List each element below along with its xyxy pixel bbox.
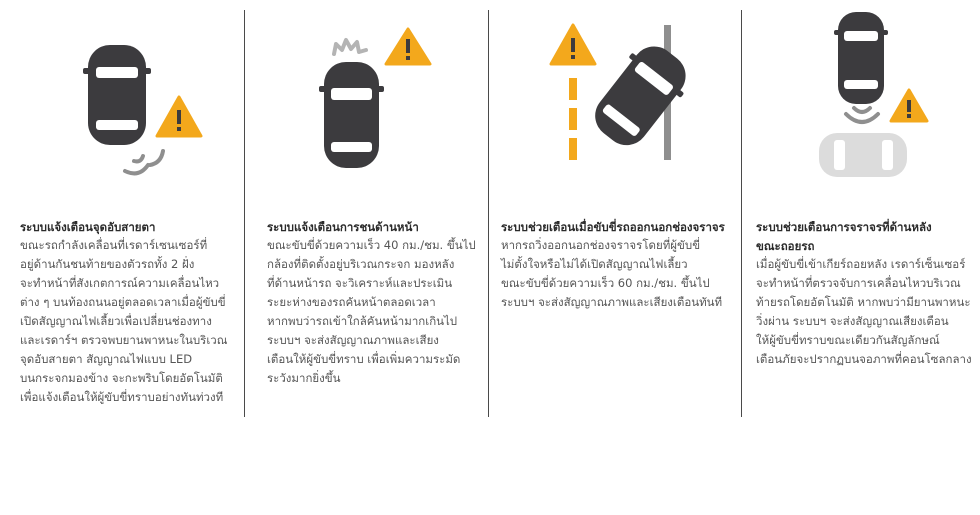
- feature-forward-collision: [245, 0, 488, 515]
- feature-lane-departure: [489, 0, 741, 515]
- car-icon: [83, 45, 151, 145]
- sensor-wave-icon: [846, 108, 878, 122]
- warning-icon: [386, 29, 430, 64]
- feature-rear-cross-traffic: [742, 0, 980, 515]
- lane-line-icon: [569, 78, 577, 160]
- crash-icon: [334, 40, 366, 54]
- car-icon: [319, 62, 384, 168]
- car-icon: [834, 12, 888, 104]
- feature-description: เมื่อผู้ขับขี่เข้าเกียร์ถอยหลัง เรดาร์เซ็นเซอร์ จะทำหน้าที่ตรวจจับการเคลื่อนไหวบริเวณ ท้ายรถโดยอัตโนมัติ หากพบว่ามียานพาหนะ วิ่งผ่าน ระบบฯ จะส่งสัญญาณเสียงเตือน ให้ผู้ขับขี่ทราบขณะเดียวกันสัญลักษณ์ เตือนภัยจะปรากฏบนจอภาพที่คอนโซลกลาง: [756, 257, 972, 366]
- lane-departure-illustration: [489, 0, 741, 200]
- warning-icon: [551, 25, 595, 64]
- sensor-wave-icon: [125, 151, 163, 173]
- feature-title: ระบบช่วยเตือนเมื่อขับขี่รถออกนอกช่องจราจร: [501, 220, 725, 234]
- feature-title: ระบบแจ้งเตือนจุดอับสายตา: [20, 220, 156, 234]
- feature-title: ระบบช่วยเตือนการจราจรที่ด้านหลัง ขณะถอยรถ: [756, 220, 932, 253]
- warning-icon: [891, 90, 927, 121]
- blind-spot-illustration: [0, 0, 244, 200]
- feature-blind-spot: [0, 0, 244, 515]
- forward-collision-illustration: [245, 0, 488, 200]
- warning-icon: [157, 97, 201, 136]
- approaching-car-icon: [819, 133, 907, 177]
- rear-cross-traffic-illustration: [742, 0, 980, 200]
- car-icon: [582, 34, 698, 157]
- feature-title: ระบบแจ้งเตือนการชนด้านหน้า: [267, 220, 419, 234]
- feature-description: ขณะขับขี่ด้วยความเร็ว 40 กม./ชม. ขึ้นไป กล้องที่ติดตั้งอยู่บริเวณกระจก มองหลัง ที่ด้านหน้ารถ จะวิเคราะห์และประเมิน ระยะห่างของรถคันหน้าตลอดเวลา หากพบว่ารถเข้าใกล้คันหน้ามากเกินไป ระบบฯ จะส่งสัญญาณภาพและเสียง เตือนให้ผู้ขับขี่ทราบ เพื่อเพิ่มความระมัด ระวังมากยิ่งขึ้น: [267, 238, 476, 385]
- feature-description: ขณะรถกำลังเคลื่อนที่เรดาร์เซนเซอร์ที่ อยู่ด้านกันชนท้ายของตัวรถทั้ง 2 ฝั่ง จะทำหน้าที่สังเกตการณ์ความเคลื่อนไหว ต่าง ๆ บนท้องถนนอยู่ตลอดเวลาเมื่อผู้ขับขี่ เปิดสัญญาณไฟเลี้ยวเพื่อเปลี่ยนช่องทาง และเรดาร์ฯ ตรวจพบยานพาหนะในบริเวณ จุดอับสายตา สัญญาณไฟแบบ LED บนกระจกมองข้าง จะกะพริบโดยอัตโนมัติ เพื่อแจ้งเตือนให้ผู้ขับขี่ทราบอย่างทันท่วงที: [20, 238, 228, 404]
- feature-description: หากรถวิ่งออกนอกช่องจราจรโดยที่ผู้ขับขี่ ไม่ตั้งใจหรือไม่ได้เปิดสัญญาณไฟเลี้ยว ขณะขับขี่ด้วยความเร็ว 60 กม./ชม. ขึ้นไป ระบบฯ จะส่งสัญญาณภาพและเสียงเตือนทันที: [501, 238, 723, 309]
